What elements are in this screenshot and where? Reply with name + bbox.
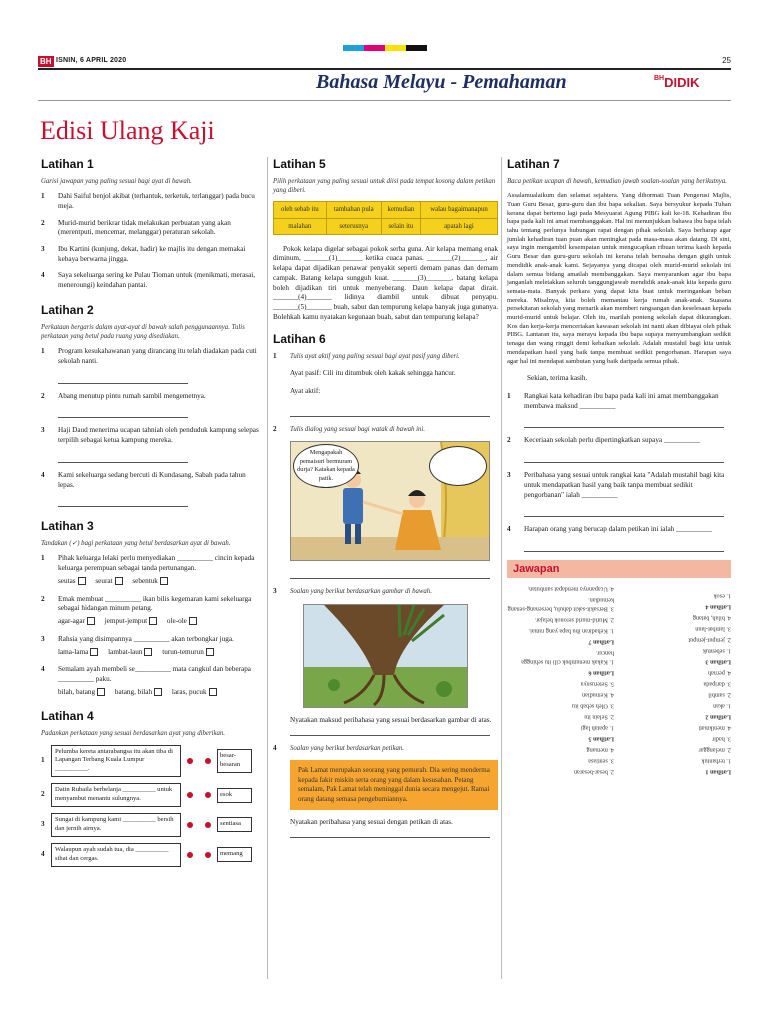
question	[41, 595, 263, 614]
main-title: Edisi Ulang Kaji	[40, 116, 215, 145]
match-row	[41, 843, 263, 867]
option-label: jemput-jemput	[104, 617, 148, 626]
answer-line-text: 1. Kehadiran ibu bapa yang ramai.	[528, 627, 614, 635]
question-text: Rahsia yang disimpannya __________ akan terbongkar juga.	[58, 634, 234, 643]
match-dot[interactable]	[205, 822, 211, 828]
answer-line-text: 3. hadir	[712, 735, 731, 743]
answer-line-text: 1. esok	[713, 592, 731, 600]
q3-text: Nyatakan maksud peribahasa yang sesuai berdasarkan gambar di atas.	[290, 716, 492, 725]
question-text: Saya sekeluarga sering ke Pulau Tioman untuk (menikmati, merasai, meneroungi) keindahan pantai.	[58, 271, 256, 290]
option-checkbox[interactable]	[78, 577, 86, 585]
match-left: Datin Rubaila berbelanja __________ untuk menyambut menantu sulungnya.	[51, 783, 181, 807]
match-number: 4	[41, 849, 45, 858]
ayat-pasif: Ayat pasif: Cili itu ditumbuk oleh kakak sehingga hancur.	[290, 369, 456, 378]
question-number: 1	[273, 352, 277, 361]
page-number: 25	[722, 56, 731, 65]
option-label: ole-ole	[166, 617, 187, 626]
answer-line-text: 2. melanggar	[698, 746, 731, 754]
question-number: 4	[273, 743, 277, 752]
latihan7-passage: Assalamualaikum dan selamat sejahtera. Yang dihormati Tuan Pengerusi Majlis, Tuan Guru Besar, guru-guru dan ibu bapa sekalian. Saya bersyukur kepada Tuhan kerana dapat bertemu lagi pada Mesyuarat Agung PIBG kali ke-18. Kehadiran ibu bapa pada kali ini amat membanggakan. Hal ini menunjukkan bahawa ibu bapa telah tahu tentang perlunya hubungan rapat dengan pihak sekolah. Saya berharap agar jumlah kehadiran tuan puan akan meningkat pada masa-masa akan datang. Di sini, saya ingin mengambil kesempatan untuk mengucapkan ribuan terima kasih kepada Guru Besar dan guru-guru sekolah ini kerana telah berusaha dengan gigih untuk mendidik anak-anak kami. Sejayanya yang dicapai oleh murid-murid sekolah ini dalam semua bidang amatlah membanggakan. Saya menyarankan agar ibu bapa janganlah meletakkan seluruh tanggungjawab mendidik anak-anak kita kepada guru semata-mata. Banyak perkara yang dapat kita buat untuk meringankan beban mereka. Misalnya, kita boleh memantau kerja rumah anak-anak. Suasana persekitaran sekolah yang menarik akan memberi rangsangan dan keselesaan kepada murid-murid untuk belajar. Oleh itu, marilah ponteng sekolah dapat dikurangkan. Kos dan kerja-kerja menceriakan kawasan sekolah ini nanti akan dibiayai oleh pihak PIBG. Lantaran itu, saya merayu kepada ibu bapa supaya menyumbangkan sedikit tenaga dan wang ringgit demi kebaikan sekolah. Adalah mustahil bagi kita untuk mendapatkan hasil yang baik tanpa membuat sedikit pengorbanan. Harapan saya agar hal ini mendapat sambutan yang baik daripada semua pihak.	[507, 192, 731, 365]
answer-line[interactable]	[58, 453, 188, 463]
passage-box: Pak Lamat merupakan seorang yang pemurah. Dia sering menderma kepada fakir miskin serta orang yang dalam kesusahan. Petang semalam, Pak Lamat telah meninggal dunia secara mengejut. Ramai orang datang semasa pengebumiannya.	[290, 760, 498, 810]
answer-line-text: 4. memang	[586, 746, 614, 754]
answer-line[interactable]	[58, 408, 188, 418]
answer-line-text: 4. Kemudian	[582, 691, 614, 699]
column-2	[273, 157, 498, 846]
option-checkbox[interactable]	[189, 617, 197, 625]
option-label: turun-temurun	[162, 647, 204, 656]
answer-line-text: Latihan 4	[705, 603, 731, 611]
answer-line-text: 1. akan	[713, 702, 731, 710]
tree-roots-icon	[304, 605, 467, 707]
jawapan-title: Jawapan	[507, 560, 731, 578]
match-number: 3	[41, 820, 45, 829]
latihan2-title: Latihan 2	[41, 302, 94, 317]
match-dot[interactable]	[205, 758, 211, 764]
question-text: Abang menutup pintu rumah sambil mengemetnya.	[58, 391, 206, 400]
match-dot[interactable]	[187, 852, 193, 858]
answer-line[interactable]	[524, 507, 724, 517]
question	[273, 744, 498, 754]
question-text: Semalam ayah membeli se__________ mata cangkul dan beberapa __________ paku.	[58, 665, 251, 683]
question	[41, 635, 263, 645]
word-cell: kemudian	[381, 202, 420, 218]
section-title: Bahasa Melayu - Pemahaman	[316, 71, 567, 93]
question-number: 1	[507, 391, 511, 400]
answer-line-text: Latihan 3	[705, 658, 731, 666]
answer-line-text: 4. bilah, batang	[692, 614, 731, 622]
option-checkbox[interactable]	[90, 648, 98, 656]
match-left: Pelumba kereta antarabangsa itu akan tiba di Lapangan Terbang Kuala Lumpur __________.	[51, 745, 181, 778]
column-divider	[501, 157, 502, 979]
question	[507, 436, 731, 446]
question-number: 3	[41, 245, 45, 254]
question	[507, 525, 731, 535]
answer-line[interactable]	[524, 418, 724, 428]
answer-line-text: 4. Ucapannya mendapat sambutan.	[527, 585, 614, 593]
column-1	[41, 157, 263, 873]
latihan5-title: Latihan 5	[273, 157, 326, 171]
options	[58, 577, 263, 587]
question-text: Emak membuat __________ ikan bilis kegemaran kami sekeluarga sebagai hidangan minum petang.	[58, 594, 252, 613]
question-text: Soalan yang berikut berdasarkan petikan.	[290, 744, 404, 752]
answer-line-text: 3. lambat-laun	[695, 625, 731, 633]
question	[507, 392, 731, 411]
match-dot[interactable]	[187, 758, 193, 764]
option-label: bilah, batang	[58, 687, 96, 696]
match-dot[interactable]	[187, 822, 193, 828]
answer-line-text: 3. daripada	[703, 680, 731, 688]
answer-line-text: 5. Seterusnya	[580, 680, 614, 688]
question-number: 3	[273, 587, 277, 596]
answer-line[interactable]	[290, 407, 490, 417]
answer-line-text: 1. terhantuk	[701, 757, 731, 765]
question-number: 2	[41, 218, 45, 227]
option-checkbox[interactable]	[160, 577, 168, 585]
latihan3-title: Latihan 3	[41, 519, 94, 534]
answer-line-text: Latihan 5	[588, 735, 614, 743]
word-cell: walau bagaimanapun	[420, 202, 497, 218]
question-number: 1	[41, 347, 45, 356]
latihan7-instruction: Baca petikan ucapan di bawah, kemudian jawab soalan-soalan yang berikutnya.	[507, 178, 727, 185]
didik-text: DIDIK	[664, 75, 700, 90]
answer-line-text: 3. sentiasa	[588, 757, 614, 765]
question-number: 1	[41, 554, 45, 563]
question-text: Ibu Kartini (kunjung, dekat, hadir) ke majlis itu dengan memakai kebaya berwarna jingga.	[58, 245, 246, 263]
question-number: 4	[507, 525, 511, 534]
option-checkbox[interactable]	[154, 688, 162, 696]
match-row	[41, 813, 263, 837]
latihan1-title: Latihan 1	[41, 157, 94, 171]
answer-line-text: 3. Oleh sebab itu	[572, 702, 614, 710]
question-number: 2	[41, 391, 45, 400]
question-text: Rangkai kata kehadiran ibu bapa pada kali ini amat membanggakan membawa maksud __________	[524, 391, 719, 410]
latihan1-instruction: Garisi jawapan yang paling sesuai bagi ayat di bawah.	[41, 178, 192, 185]
question-text: Tulis dialog yang sesuai bagi watak di bawah ini.	[290, 425, 426, 433]
answer-line-text: 1. apatah lagi	[580, 724, 614, 732]
question-number: 2	[41, 594, 45, 603]
option-checkbox[interactable]	[209, 688, 217, 696]
answer-line-text: 2. Selain itu	[584, 713, 614, 721]
answer-line[interactable]	[524, 453, 724, 463]
answer-line-text: 2. jemput-jemput	[688, 636, 731, 644]
question-text: Murid-murid berikrar tidak melakukan perbuatan yang akan (merentputi, mencemar, melanggar) peraturan sekolah.	[58, 218, 231, 237]
match-right: esok	[217, 788, 252, 803]
question	[41, 426, 263, 445]
word-row	[274, 218, 498, 234]
answer-line[interactable]	[290, 828, 490, 838]
option-label: sebentuk	[132, 576, 158, 585]
question-text: Peribahasa yang sesuai untuk rangkai kata "Adalah mustahil bagi kita untuk mendapatkan hasil yang baik tanpa membuat sedikit pengorbanan" ialah __________	[524, 471, 725, 499]
option-checkbox[interactable]	[144, 648, 152, 656]
question-number: 4	[41, 665, 45, 674]
word-cell: oleh sebab itu	[274, 202, 327, 218]
question-number: 1	[41, 192, 45, 201]
answer-line-text: 2. sambil	[708, 691, 731, 699]
match-number: 2	[41, 790, 45, 799]
question-text: Dahi Saiful benjol akibat (terhantuk, terketuk, terlanggar) pada bucu meja.	[58, 192, 255, 210]
question-number: 3	[507, 471, 511, 480]
question-text: Program kesukahawanan yang dirancang itu telah diadakan pada cuti sekolah nanti.	[58, 347, 257, 365]
option-checkbox[interactable]	[149, 617, 157, 625]
options	[58, 617, 263, 627]
word-cell: apatah lagi	[420, 218, 497, 234]
reg-yellow	[385, 45, 406, 51]
speech-bubble: Mengapakah pemaisuri bermuram durja? Katakan kepada patik.	[293, 444, 359, 488]
jawapan-body	[507, 584, 731, 776]
question	[41, 471, 263, 490]
latihan5-instruction: Pilih perkataan yang paling sesuai untuk diisi pada tempat kosong dalam petikan yang diberi.	[273, 178, 496, 195]
question-number: 2	[273, 424, 277, 433]
registration-marks	[343, 45, 427, 51]
option-checkbox[interactable]	[87, 617, 95, 625]
answer-line-text: Latihan 1	[705, 768, 731, 776]
match-left: Walaupun ayah sudah tua, dia __________ sihat dan cergas.	[51, 843, 181, 867]
answer-line-text: 1. sebentuk	[702, 647, 731, 655]
match-dot[interactable]	[205, 792, 211, 798]
question	[41, 219, 263, 238]
question-text: Pihak keluarga lelaki perlu menyediakan __________ cincin kepada keluarga perempuan sebagai tanda pertunangan.	[58, 554, 255, 573]
reg-black	[406, 45, 427, 51]
didik-prefix: BH	[654, 75, 665, 82]
question-number: 3	[41, 634, 45, 643]
question	[41, 192, 263, 211]
latihan6-title: Latihan 6	[273, 332, 326, 347]
word-cell: seterusnya	[326, 218, 381, 234]
bh-logo: BH	[40, 57, 52, 66]
latihan2-instruction: Perkataan bergaris dalam ayat-ayat di bawah salah penggunaannya. Tulis perkataan yang betul pada ruang yang disediakan.	[41, 323, 245, 341]
answer-line-text: 2. Murid-murid seronok belajar.	[534, 616, 614, 624]
question-number: 3	[41, 426, 45, 435]
answer-line-text: 4. pernah	[707, 669, 731, 677]
match-right: besar-besaran	[217, 749, 252, 773]
match-dot[interactable]	[205, 852, 211, 858]
answer-line[interactable]	[290, 726, 490, 736]
question	[41, 271, 263, 290]
match-dot[interactable]	[187, 792, 193, 798]
answer-line-text: Latihan 6	[588, 669, 614, 677]
reg-cyan	[343, 45, 364, 51]
match-right: sentiasa	[217, 817, 252, 832]
match-row	[41, 745, 263, 778]
answer-line[interactable]	[58, 497, 188, 507]
match-right: memang	[217, 847, 252, 862]
question-number: 4	[41, 271, 45, 280]
option-label: lama-lama	[58, 647, 89, 656]
proverb-illustration	[303, 604, 468, 708]
answer-line[interactable]	[58, 374, 188, 384]
latihan3-instruction: Tandakan (✓) bagi perkataan yang betul berdasarkan ayat di bawah.	[41, 540, 231, 548]
question	[273, 352, 498, 362]
options	[58, 688, 263, 698]
option-label: lambat-laun	[108, 647, 143, 656]
didik-logo	[654, 75, 700, 90]
latihan4-instruction: Padankan perkataan yang sesuai berdasarkan ayat yang diberikan.	[41, 730, 225, 738]
match-row	[41, 783, 263, 807]
answer-line-text: 3. Bersakit-sakit dahulu, bersenang-senang kemudian.	[507, 596, 614, 613]
section-rule	[38, 100, 731, 101]
word-cell: selain itu	[381, 218, 420, 234]
question-text: Soalan yang berikut berdasarkan gambar di bawah.	[290, 588, 432, 596]
match-number: 1	[41, 756, 45, 765]
options	[58, 648, 263, 658]
option-label: laras, pucuk	[171, 687, 207, 696]
word-row	[274, 202, 498, 218]
answer-line[interactable]	[524, 542, 724, 552]
question	[41, 665, 263, 684]
option-checkbox[interactable]	[97, 688, 105, 696]
question-text: Keceriaan sekolah perlu dipertingkatkan supaya __________	[524, 436, 700, 445]
word-cell: malahan	[274, 218, 327, 234]
word-cell: tambahan pula	[326, 202, 381, 218]
question	[41, 347, 263, 366]
question	[507, 471, 731, 500]
question-number: 2	[507, 436, 511, 445]
question-text: Haji Daud menerima ucapan tahniah oleh penduduk kampung selepas terpilih sebagai ketua kampung mereka.	[58, 426, 259, 445]
reg-magenta	[364, 45, 385, 51]
option-label: seurat	[95, 576, 113, 585]
question-text: Harapan orang yang berucap dalam petikan ini ialah __________	[524, 525, 713, 534]
header-rule	[38, 68, 731, 70]
question	[273, 425, 498, 435]
question-text: Tulis ayat aktif yang paling sesuai bagi ayat pasif yang diberi.	[290, 353, 460, 361]
word-table	[273, 201, 498, 234]
ayat-aktif-label: Ayat aktif:	[290, 386, 321, 395]
answer-line-text: Latihan 7	[588, 638, 614, 646]
latihan5-passage: Pokok kelapa digelar sebagai pokok serba guna. Air kelapa memang enak diminum, _______(1)_______ ketika cuaca panas. _______(2)_______, air kelapa dapat dijadikan penawar penyakit seperti demam panas dan demam campak. Batang kelapa sungguh kuat. _______(3)_______, batang kelapa boleh dijadikan tiri untuk menyeberang. Daun kelapa dapat dirait. _______(4)_______ lidinya diambil untuk dibuat penyapu. _______(5)_______ buah, sabut dan tempurung kelapa banyak juga gunanya. Bolehkah kamu nyatakan kegunaan buah, sabut dan tempurung kelapa?	[273, 244, 498, 321]
answer-line[interactable]	[290, 569, 490, 579]
latihan7-title: Latihan 7	[507, 157, 560, 171]
answer-line-text: 4. menikmati	[698, 724, 731, 732]
answer-line-text: 2. besar-besaran	[573, 768, 614, 776]
option-label: seutas	[58, 576, 76, 585]
option-checkbox[interactable]	[206, 648, 214, 656]
dialog-illustration	[290, 441, 490, 561]
question-number: 4	[41, 470, 45, 479]
option-label: agar-agar	[58, 617, 85, 626]
issue-date: ISNIN, 6 APRIL 2020	[56, 57, 127, 64]
option-checkbox[interactable]	[115, 577, 123, 585]
match-left: Sungai di kampung kami __________ bersih dan jernih airnya.	[51, 813, 181, 837]
column-divider	[267, 157, 268, 979]
question	[41, 245, 263, 264]
answer-line-text: Latihan 2	[705, 713, 731, 721]
question	[41, 554, 263, 573]
latihan4-title: Latihan 4	[41, 709, 94, 724]
question	[41, 392, 263, 402]
answer-line-text: 1. Kakak menumbuk cili itu sehingga hancur.	[521, 649, 614, 666]
column-3	[507, 157, 731, 776]
q4-text: Nyatakan peribahasa yang sesuai dengan petikan di atas.	[290, 818, 453, 827]
question-text: Kami sekeluarga sedang bercuti di Kundasang, Sabah pada tahun lepas.	[58, 470, 246, 489]
closing: Sekian, terima kasih.	[527, 374, 588, 383]
option-label: batang, bilah	[114, 687, 153, 696]
question	[273, 587, 498, 597]
